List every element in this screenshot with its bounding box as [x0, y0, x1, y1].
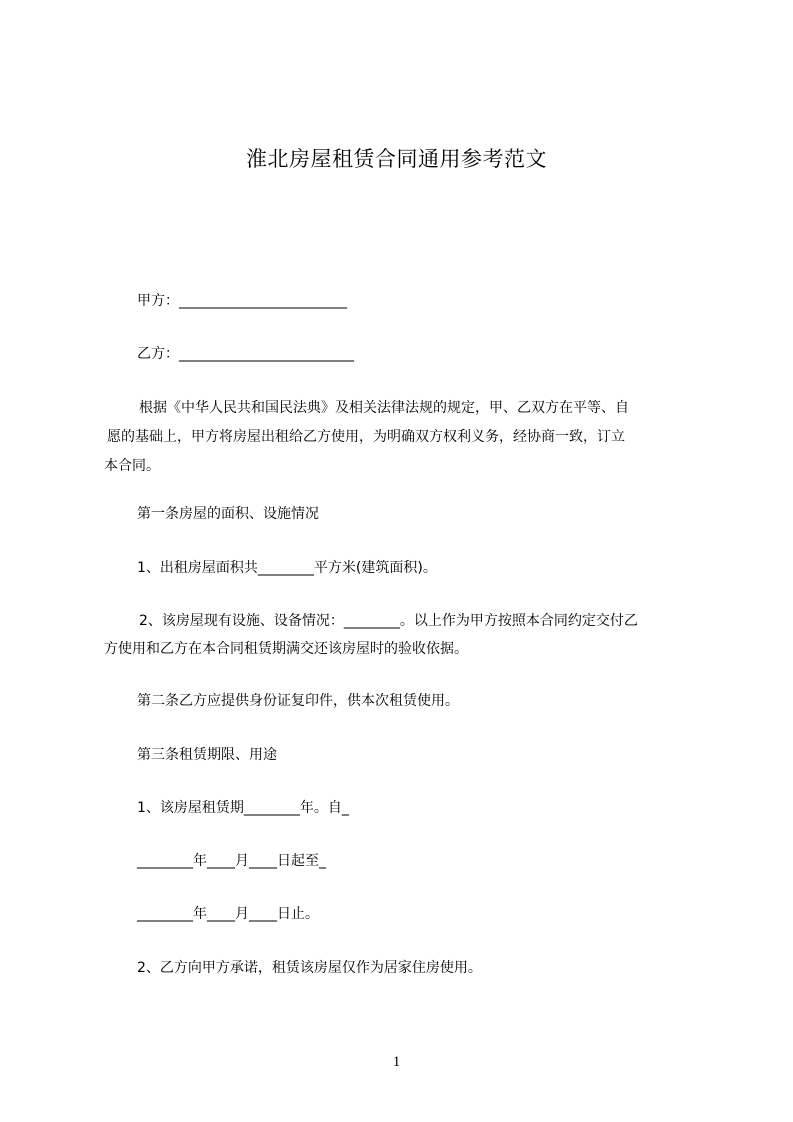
article3-item1-line3: ________年____月____日止。 [137, 906, 319, 922]
document-title: 淮北房屋租赁合同通用参考范文 [246, 147, 547, 171]
article3-item2: 2、乙方向甲方承诺，租赁该房屋仅作为居家住房使用。 [137, 960, 482, 976]
article3-item1-line2: ________年____月____日起至_ [137, 853, 326, 869]
party-a-line: 甲方：________________________ [137, 293, 347, 309]
article1-item1: 1、出租房屋面积共________平方米(建筑面积)。 [137, 560, 437, 576]
intro-paragraph-line1: 根据《中华人民共和国民法典》及相关法律法规的规定，甲、乙双方在平等、自 [139, 400, 629, 416]
article1-heading: 第一条房屋的面积、设施情况 [137, 506, 319, 522]
article1-item2-line1: 2、该房屋现有设施、设备情况：________。以上作为甲方按照本合同约定交付乙 [139, 613, 638, 629]
page-number: 1 [392, 1054, 401, 1070]
intro-paragraph-line2: 愿的基础上，甲方将房屋出租给乙方使用，为明确双方权利义务，经协商一致，订立 [107, 429, 625, 445]
article3-heading: 第三条租赁期限、用途 [137, 747, 277, 763]
intro-paragraph-line3: 本合同。 [104, 458, 160, 474]
party-b-line: 乙方：_________________________ [137, 346, 354, 362]
article2-text: 第二条乙方应提供身份证复印件，供本次租赁使用。 [137, 693, 459, 709]
article3-item1-line1: 1、该房屋租赁期________年。自_ [137, 800, 349, 816]
article1-item2-line2: 方使用和乙方在本合同租赁期满交还该房屋时的验收依据。 [104, 641, 468, 657]
